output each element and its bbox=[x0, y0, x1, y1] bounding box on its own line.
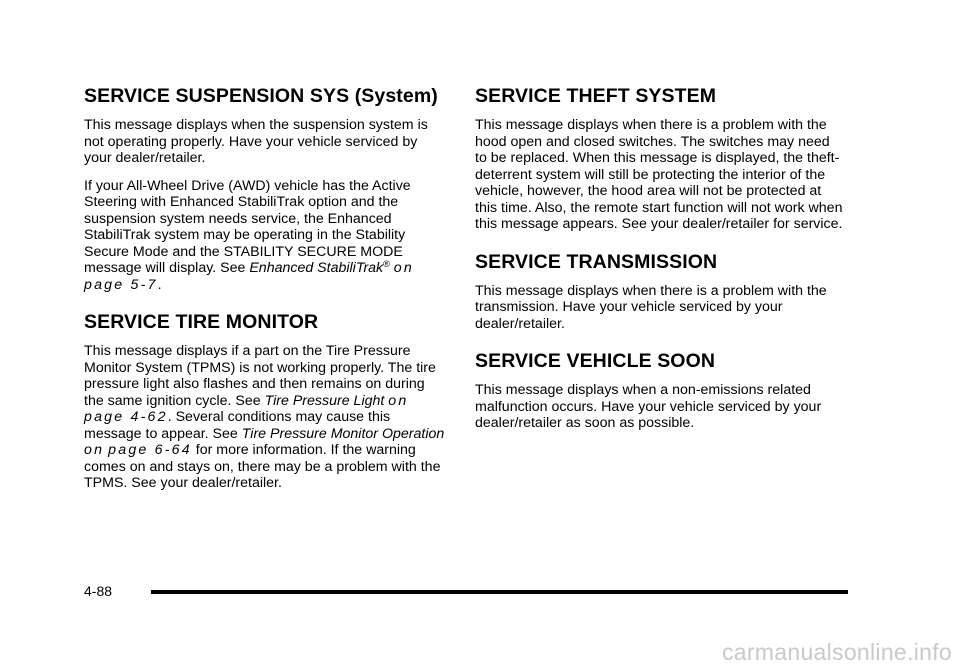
page-ref: page 6-64 bbox=[108, 442, 192, 458]
page-ref: page 5-7 bbox=[84, 276, 158, 293]
page-ref: page 4-62 bbox=[84, 409, 168, 425]
page-number: 4-88 bbox=[84, 583, 113, 599]
tire-monitor-text-3: for more information. If the warning comes on and stays on, there may be a problem with the TPMS. See your dealer/retailer. bbox=[84, 442, 441, 491]
theft-heading: SERVICE THEFT SYSTEM bbox=[475, 85, 717, 107]
tire-pressure-monitor-operation-ref: Tire Pressure Monitor Operation bbox=[241, 425, 445, 442]
tire-monitor-text-1: This message displays if a part on the Tire Pressure Monitor System (TPMS) is not working properly. The tire pressure light also flashes and then remains on during the same ignition cycle. See bbox=[84, 343, 436, 409]
enhanced-stabilitrak-ref: Enhanced StabiliTrak bbox=[249, 260, 384, 276]
vehicle-soon-heading: SERVICE VEHICLE SOON bbox=[475, 350, 716, 372]
tire-monitor-heading: SERVICE TIRE MONITOR bbox=[84, 311, 319, 333]
right-column bbox=[475, 84, 845, 443]
transmission-heading: SERVICE TRANSMISSION bbox=[475, 250, 718, 273]
period: . bbox=[157, 276, 162, 293]
registered-mark: ® bbox=[383, 259, 390, 269]
theft-paragraph: This message displays when there is a problem with the hood open and closed switches. The switches may need to be replaced. When this message is displayed, the theft-deterrent system will still be protecting the interior of the vehicle, however, the hood area will not be protected at this time. Also, the remote start function will not work when this message appears. See your dealer/retailer for service. bbox=[475, 117, 843, 232]
tire-monitor-text-2: . Several conditions may cause this message to appear. See bbox=[84, 409, 391, 442]
suspension-paragraph-2-text: If your All-Wheel Drive (AWD) vehicle has the Active Steering with Enhanced StabiliTrak option and the suspension system needs service, the Enhanced StabiliTrak system may be operating in the Stability Secure Mode and the STABILITY SECURE MODE message will display. See bbox=[84, 177, 411, 276]
on-text: on bbox=[84, 442, 105, 458]
tire-pressure-light-ref: Tire Pressure Light bbox=[264, 392, 385, 409]
left-column bbox=[84, 84, 446, 503]
tire-monitor-paragraph bbox=[84, 343, 446, 492]
suspension-heading: SERVICE SUSPENSION SYS (System) bbox=[84, 85, 438, 107]
suspension-paragraph-1: This message displays when the suspension system is not operating properly. Have your vehicle serviced by your dealer/retailer. bbox=[84, 117, 428, 166]
transmission-paragraph: This message displays when there is a problem with the transmission. Have your vehicle serviced by your dealer/retailer. bbox=[475, 282, 827, 332]
on-text: on bbox=[393, 260, 414, 276]
suspension-paragraph-2 bbox=[84, 178, 446, 294]
watermark: carmanualsonline.info bbox=[721, 639, 952, 665]
vehicle-soon-paragraph: This message displays when a non-emissions related malfunction occurs. Have your vehicle serviced by your dealer/retailer as soon as possible. bbox=[475, 382, 822, 431]
footer-rule bbox=[151, 590, 848, 594]
on-text: on bbox=[388, 392, 409, 409]
